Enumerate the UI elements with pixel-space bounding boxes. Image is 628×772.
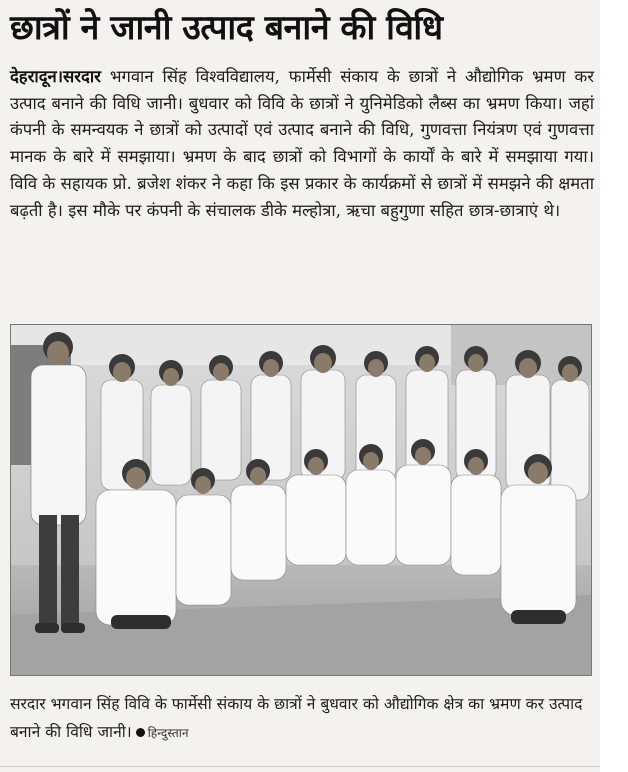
headline: छात्रों ने जानी उत्पाद बनाने की विधि [10, 8, 443, 48]
bullet-dot-icon [136, 728, 145, 737]
group-photo-illustration [11, 325, 591, 675]
photo-caption [10, 690, 594, 747]
bottom-divider [0, 766, 600, 767]
article-body [10, 64, 594, 224]
photo-credit: हिन्दुस्तान [147, 726, 189, 740]
article-text: भगवान सिंह विश्वविद्यालय, फार्मेसी संकाय के छात्रों ने औद्योगिक भ्रमण कर उत्पाद बनाने की विधि जानी। बुधवार को विवि के छात्रों ने युनिमेडिको लैब्स का भ्रमण किया। जहां कंपनी के समन्वयक ने छात्रों को उत्पादों एवं उत्पाद बनाने की विधि, गुणवत्ता नियंत्रण एवं गुणवत्ता मानक के बारे में समझाया। भ्रमण के बाद छात्रों को विभागों के कार्यों के बारे में समझाया गया। विवि के सहायक प्रो. ब्रजेश शंकर ने कहा कि इस प्रकार के कार्यक्रमों से छात्रों में समझने की क्षमता बढ़ती है। इस मौके पर कंपनी के संचालक डीके मल्होत्रा, ऋचा बहुगुणा सहित छात्र-छात्राएं थे। [10, 67, 594, 220]
group-photo [10, 324, 592, 676]
caption-text: सरदार भगवान सिंह विवि के फार्मेसी संकाय के छात्रों ने बुधवार को औद्योगिक क्षेत्र का भ्रमण कर उत्पाद बनाने की विधि जानी। [10, 695, 583, 741]
dateline: देहरादून।सरदार [10, 67, 101, 86]
